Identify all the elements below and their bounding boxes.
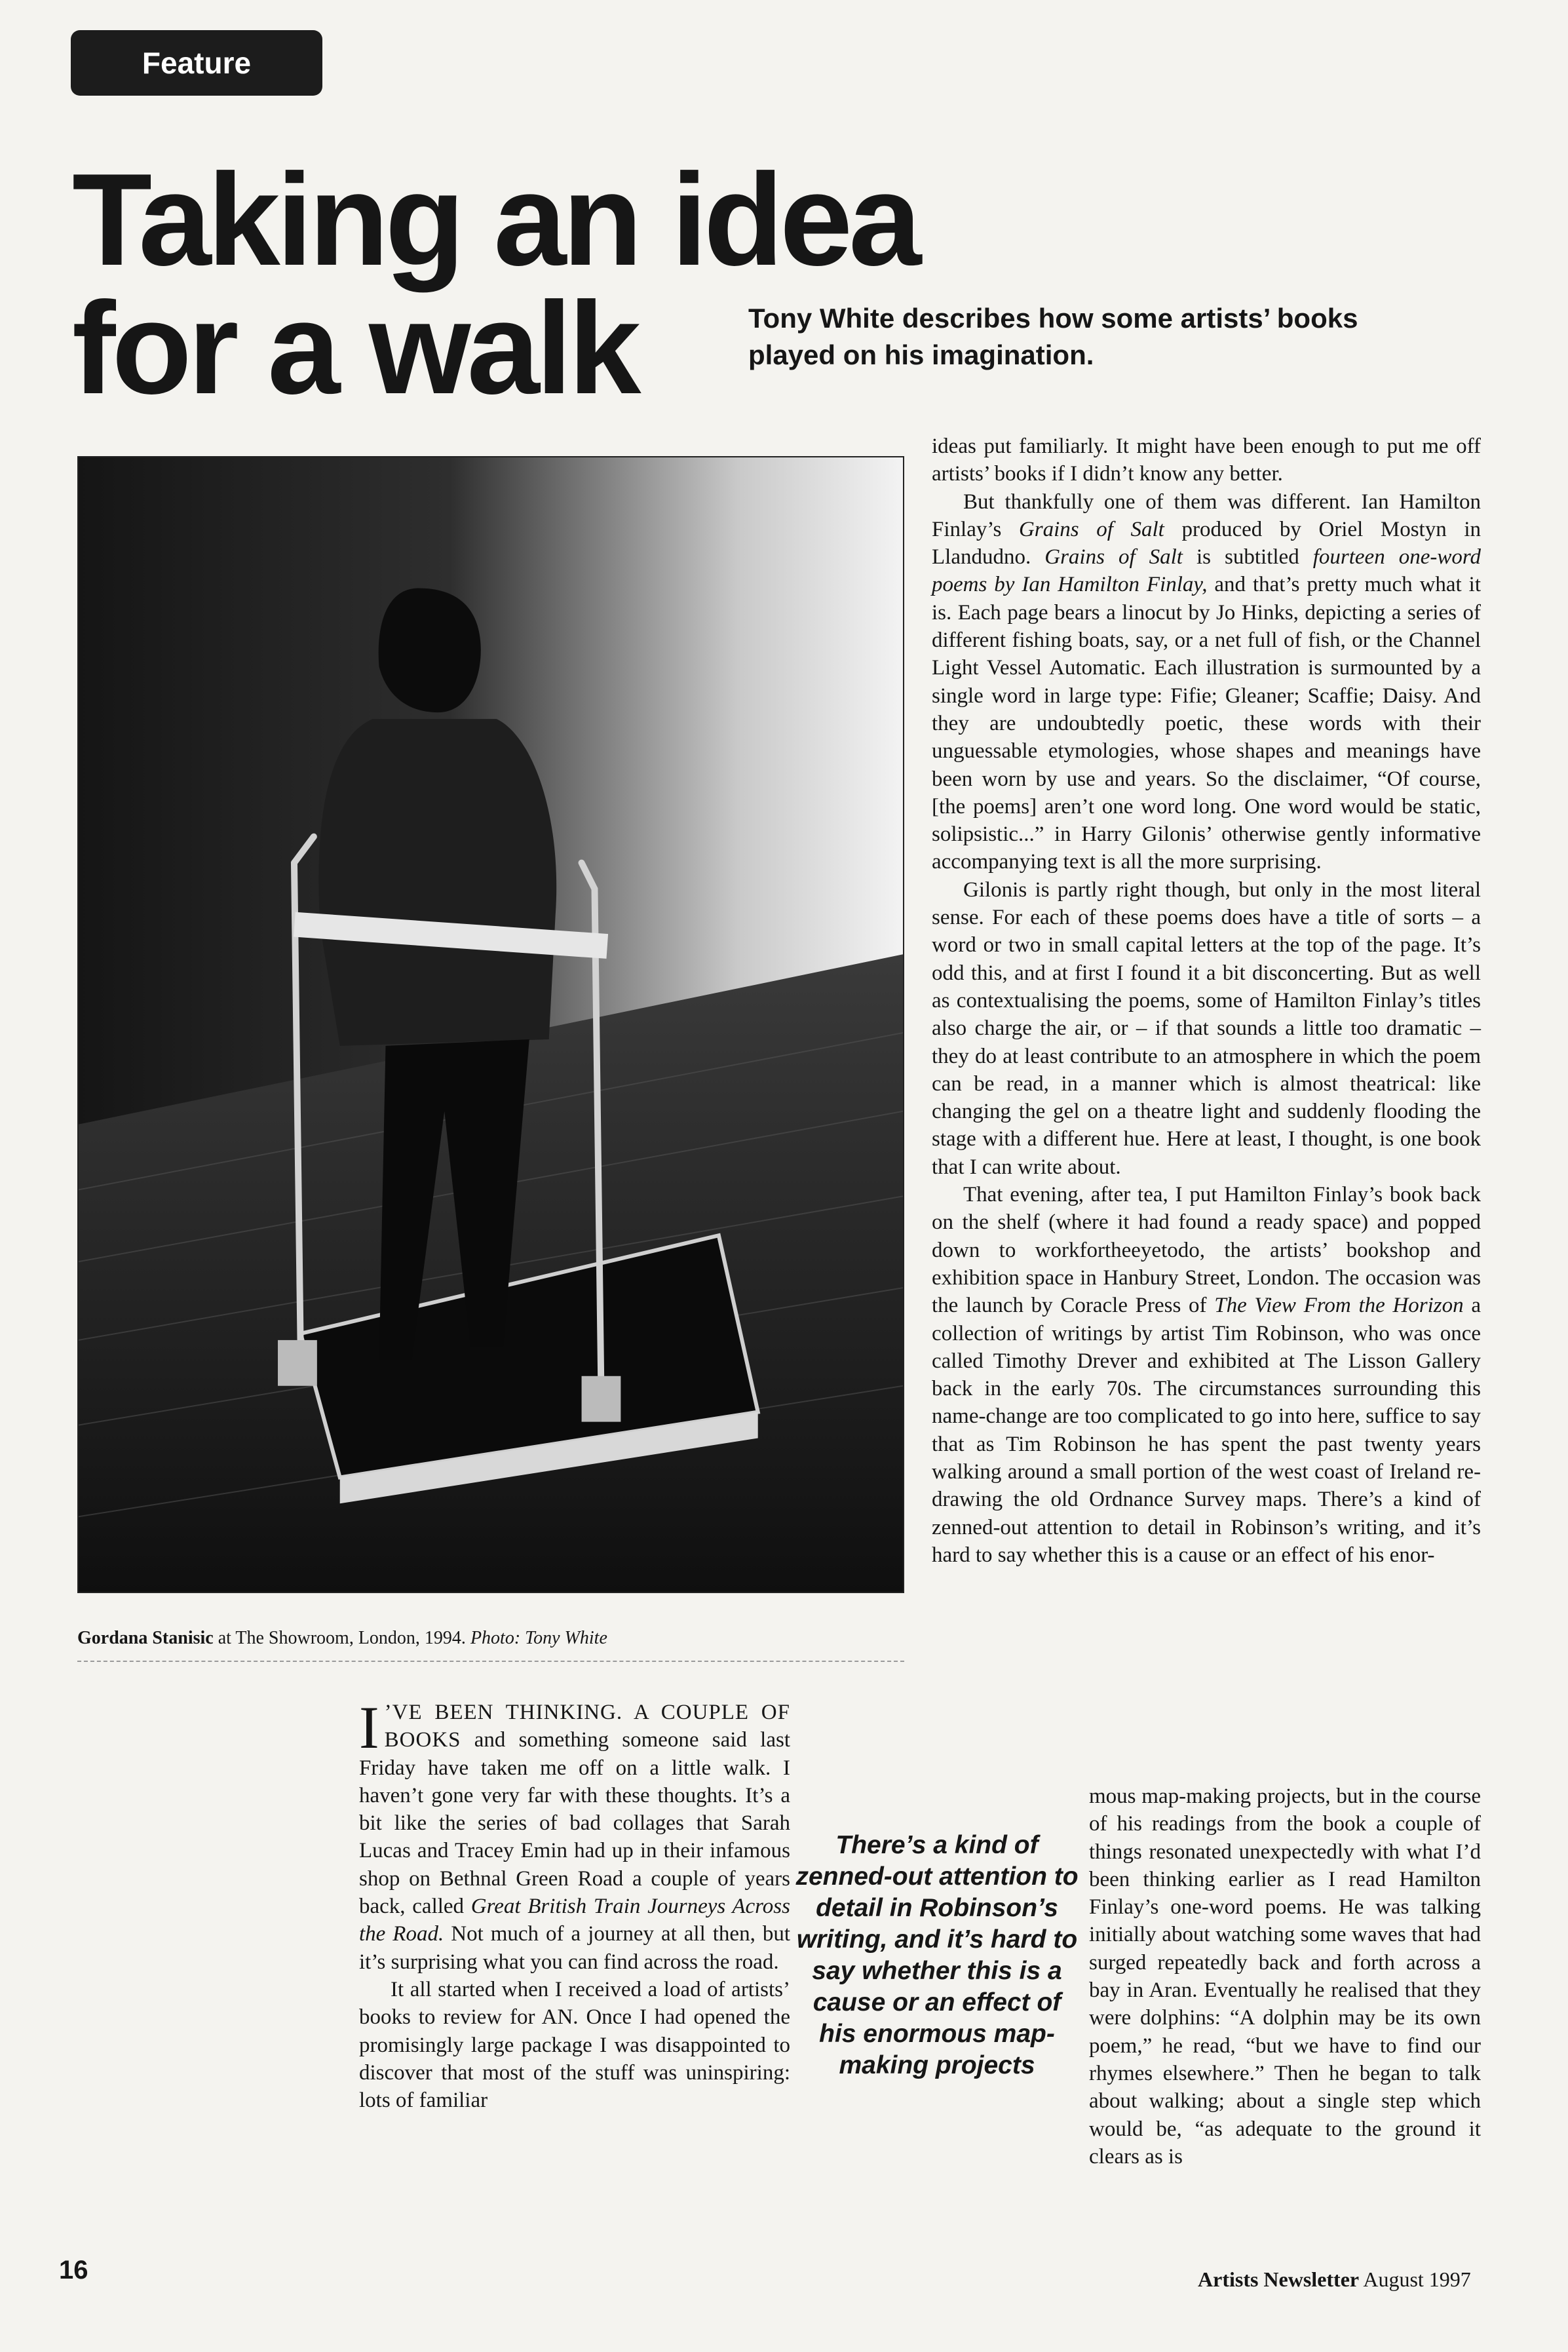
opening-paragraph [359,1694,790,1976]
paragraph: mous map-making projects, but in the course of his readings from the book a couple of things resonated unexpectedly with what I’d been thinking earlier as I read Hamilton Finlay’s one-word poems. He was talking initially about watching some waves that had surged repeatedly back and forth across a bay in Aran. Eventually he realised that they were dolphins: “A dolphin may be its own poem,” he read, “but we have to find our rhymes elsewhere.” Then he began to talk about walking; about a single step which would be, “as adequate to the ground it clears as is [1089,1784,1481,2169]
section-tab: Feature [71,30,322,96]
body-column-left [359,1694,790,2114]
text-run: produced by Oriel Mostyn in Llandudno. [932,517,1481,569]
page-footer [1198,2267,1471,2292]
caption-rule [77,1661,904,1662]
body-column-right-continued [1089,1783,1481,2170]
paragraph: It all started when I received a load of artists’ books to review for AN. Once I had opened the promisingly large package I was disappointed to discover that most of the stuff was uninspiring: lots of familiar [359,1977,790,2113]
drop-cap: I [359,1694,379,1761]
title-italic: Grains of Salt [1018,517,1164,541]
issue-date: August 1997 [1363,2267,1471,2291]
paragraph: Gilonis is partly right though, but only in the most literal sense. For each of these poems does have a title of sorts – a word or two in small capital letters at the top of the page. It’s odd this, and at first I found it a bit disconcerting. But as well as contextualising the poems, some of Hamilton Finlay’s titles also charge the air, or – if that sounds a little too dramatic – they do at least contribute to an atmosphere in which the poem can be read, in a manner which is almost theatrical: like changing the gel on a theatre light and suddenly flooding the stage with a different hue. Here at least, I thought, is one book that I can write about. [932,877,1481,1179]
text-run: and something someone said last Friday have taken me off on a little walk. I haven’t gone very far with these thoughts. It’s a bit like the series of bad collages that Sarah Lucas and Tracey Emin had up in their infamous shop on Bethnal Green Road a couple of years back, called [359,1728,790,1919]
text-run: That evening, after tea, I put Hamilton Finlay’s book back on the shelf (where it had found a ready space) and popped down to workfortheeyetodo, the artists’ bookshop and exhibition space in Hanbury Street, London. The occasion was the launch by Coracle Press of [932,1183,1481,1318]
title-italic: Grains of Salt [1044,545,1183,569]
publication-name: Artists Newsletter [1198,2267,1360,2291]
text-run: But thankfully one of them was different. Ian Hamilton Finlay’s [932,490,1481,541]
photo-caption [77,1628,904,1649]
standfirst: Tony White describes how some artists’ books played on his imagination. [748,303,1358,370]
pull-quote: There’s a kind of zenned-out attention to detail in Robinson’s writing, and it’s hard to say whether this is a cause or an effect of his enormous map-making projects [795,1831,1079,2079]
title-italic: fourteen one-word poems by Ian Hamilton Finlay, [932,545,1481,597]
text-run: Not much of a journey at all then, but it’s surprising what you can find across the road. [359,1922,790,1974]
treadmill-photo-illustration [79,457,903,1592]
caption-name: Gordana Stanisic [77,1628,214,1648]
text-run: and that’s pretty much what it is. Each page bears a linocut by Jo Hinks, depicting a series of different fishing boats, say, or a net full of fish, or the Channel Light Vessel Automatic. Each illustration is surmounted by a single word in large type: Fifie; Gleaner; Scaffie; Daisy. And they are undoubtedly poetic, these words with their unguessable etymologies, whose shapes and meanings have been worn by use and years. So the disclaimer, “Of course, [the poems] aren’t one word long. One word would be static, solipsistic...” in Harry Gilonis’ otherwise gently informative accompanying text is all the more surprising. [932,573,1481,874]
body-column-right [932,433,1481,1569]
page-number: 16 [59,2256,88,2285]
paragraph [932,1181,1481,1569]
paragraph: ideas put familiarly. It might have been enough to put me off artists’ books if I didn’t know any better. [932,434,1481,486]
title-italic: Great British Train Journeys Across the Road. [359,1895,790,1946]
feature-photo [77,456,904,1593]
caption-text: at The Showroom, London, 1994. [213,1628,470,1648]
text-run: a collection of writings by artist Tim Robinson, who was once called Timothy Drever and exhibited at The Lisson Gallery back in the early 70s. The circumstances surrounding this name-change are too complicated to go into here, suffice to say that as Tim Robinson he has spent the past twenty years walking around a small portion of the west coast of Ireland re-drawing the old Ordnance Survey maps. There’s a kind of zenned-out attention to detail in Robinson’s writing, and it’s hard to say whether this is a cause or an effect of his enor- [932,1294,1481,1567]
headline-line-2: for a walk [72,275,638,421]
title-italic: The View From the Horizon [1214,1294,1464,1318]
headline-line-1: Taking an idea [72,147,918,293]
text-run: is subtitled [1182,545,1313,569]
paragraph [932,488,1481,876]
opening-caps: ’VE BEEN THINKING. A COUPLE OF BOOKS [384,1701,790,1752]
caption-credit: Photo: Tony White [470,1628,607,1648]
headline [72,147,918,421]
